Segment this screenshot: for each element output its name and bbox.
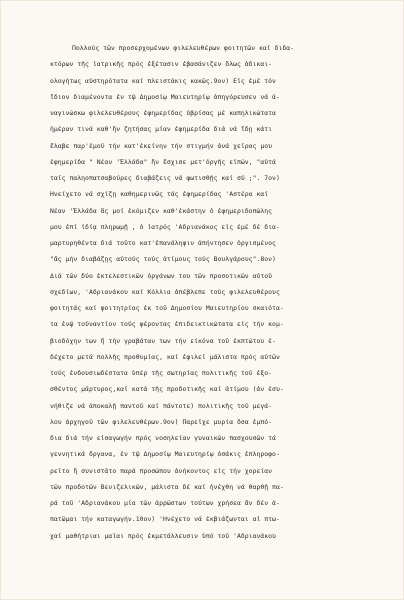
text-line: ρά τοῦ 'Αδριανάκου μία τῶν ἀρρώστων τούτων χρήσεα ἄν δέν ἀ- [50, 499, 280, 507]
text-line: φοιτητάς καί φοιτητρίας ἐκ τοῦ Δημοσίου Μαιευτηρίου σκαιότα- [50, 304, 284, 312]
text-line: ναγινώσκω φιλελευθέρους ἐφημερίδας ὑβρίσας μέ καπηλικώτατα [50, 109, 276, 117]
typewritten-text-block [50, 40, 375, 544]
text-line: νήθιζε νά ἀποκαλῇ παντοῦ καί πάντοτε) πολιτικῆς τοῦ μεγά- [50, 401, 273, 410]
text-line: ἐφημερίδα " Νέαν 'Ἑλλάδα" ἥν ἔσχισε μετ'ὀργῆς εἰπών, "αὐτά [50, 157, 276, 166]
text-line: ἡμέραν τινά καθ'ἥν ζητήσας μίαν ἐφημερίδα διά νά ἴδῃ κάτι [50, 125, 273, 134]
text-line: ρεῖτο ἤ συνιστᾶτο παρά προσώπου ἀνήκοντος εἰς τήν χορείαν [50, 466, 273, 475]
text-line: γεννητικά ὄργανα, ἐν τῷ Δημοσίῳ Μαιευτηρίῳ ὁσάκις ἐπληροφο- [50, 450, 280, 459]
text-line: ταῖς παληοπατσαβούρες διαβάζεις νά φωτισθῇς καί σύ ;". 7ον) [50, 174, 280, 182]
text-line: λου ἀρχηγοῦ τῶν φιλελευθέρων.9ον) Παρεῖχε μυρία ὅσα ἐμπό- [50, 417, 273, 426]
text-line: ἴδιον διαμένοντα ἐν τῷ Δημοσίῳ Μαιευτηρίῳ ἀπηγόρευσεν νά ἀ- [50, 92, 280, 101]
text-line: τούς ἐνδουσιωδέστατα ὑπέρ τῆς σωτηρίας πολιτικῆς τοῦ ἐξο- [50, 369, 273, 377]
text-line: χαί μαθήτριαι μαῖαι πρός ἐκμετάλλευσιν ὑπό τοῦ 'Αδριανάκου [50, 531, 276, 540]
text-line: μαρτυρηθέντα διά τοῦτο κατ'ἐπανάληψιν ἀπήντησεν ὀργισμένος [50, 239, 276, 247]
text-line: βιοδόχην των ἤ τήν γραβάταν των τήν εἰκόνα τοῦ ἐκπτώτου ἐ- [50, 336, 276, 345]
text-line: τα ἐνῷ τοὐναντίον τούς φέροντας ἐπιδεικτικώτατα εἰς τήν κομ- [50, 320, 284, 329]
text-line: δέχετο μετά πολλῆς προθυμίας, καί ἐφιλεῖ μάλιστα πρός αὐτῶν [50, 352, 280, 361]
text-line: "ἄς μήν διαβάζῃς αὐτούς τούς ἀτίμους τούς Βουλγάρους".8ον) [50, 255, 276, 264]
text-line: ἔλαβε παρ'ἐμοῦ τήν κατ'ἐκείνην τήν στιγμήν ἀνά χεῖρας μου [50, 141, 273, 150]
text-line: πατῶμαι τήν καταγωγήν.10ον) 'Ηνέχετο νά ἐκβιάζωνται αἱ πτω- [50, 515, 280, 524]
text-line: Πολλούς τῶν προσερχομένων φιλελευθέρων φοιτητῶν καί διδα- [72, 44, 295, 52]
text-line: δια διά τήν εἰσαγωγήν πρός νοσηλείαν γυναικῶν πασχουσῶν τά [50, 434, 276, 442]
text-line: τῶν προδοτῶν Βενιζελικῶν, μάλιστα δέ καί ἠνέχθη νά θαρθῇ πα- [50, 482, 284, 491]
text-line: μου ἐπί ἰδίᾳ πληρωμῇ , ὁ ἰατρός 'Αδριανάκος εἰς ἐμέ δέ δια- [50, 222, 280, 231]
text-line: Ἠνείχετο νά σχίζῃ καθημερινῶς τάς ἐφημερίδας 'Αστέρα καί [50, 190, 269, 199]
text-line: Διά τῶν δύο ἐκτελεστικῶν ὀργάνων του τῶν προσοτικῶν αὐτοῦ [50, 271, 273, 280]
text-line: ολογήτως αὐστηρότατα καί πλειστάκις κακῶς.9ον) Εἰς ἐμέ τόν [50, 76, 276, 85]
text-line: κτόρων τῆς ἰατρικῆς πρός ἐξέτασιν ἐβασάνιζεν ὅλως ἀδικαι- [50, 60, 273, 69]
text-line: σχεδίων, 'Αδριανάκου καί Κόλλια ἀπέβλεπε τοὺς φιλελευθέρους [50, 287, 280, 296]
text-line: σθέντος μάρτυρος,καί κατά τῆς προδοτικῆς καί ἀτίμου (ἀν ἐσυ- [50, 385, 284, 394]
text-line: Νέαν 'Ἑλλάδα ἅς μοί ἐκόμιζεν καθ'ἑκάστην ὁ ἐφημεριδοπώλης [50, 206, 273, 215]
